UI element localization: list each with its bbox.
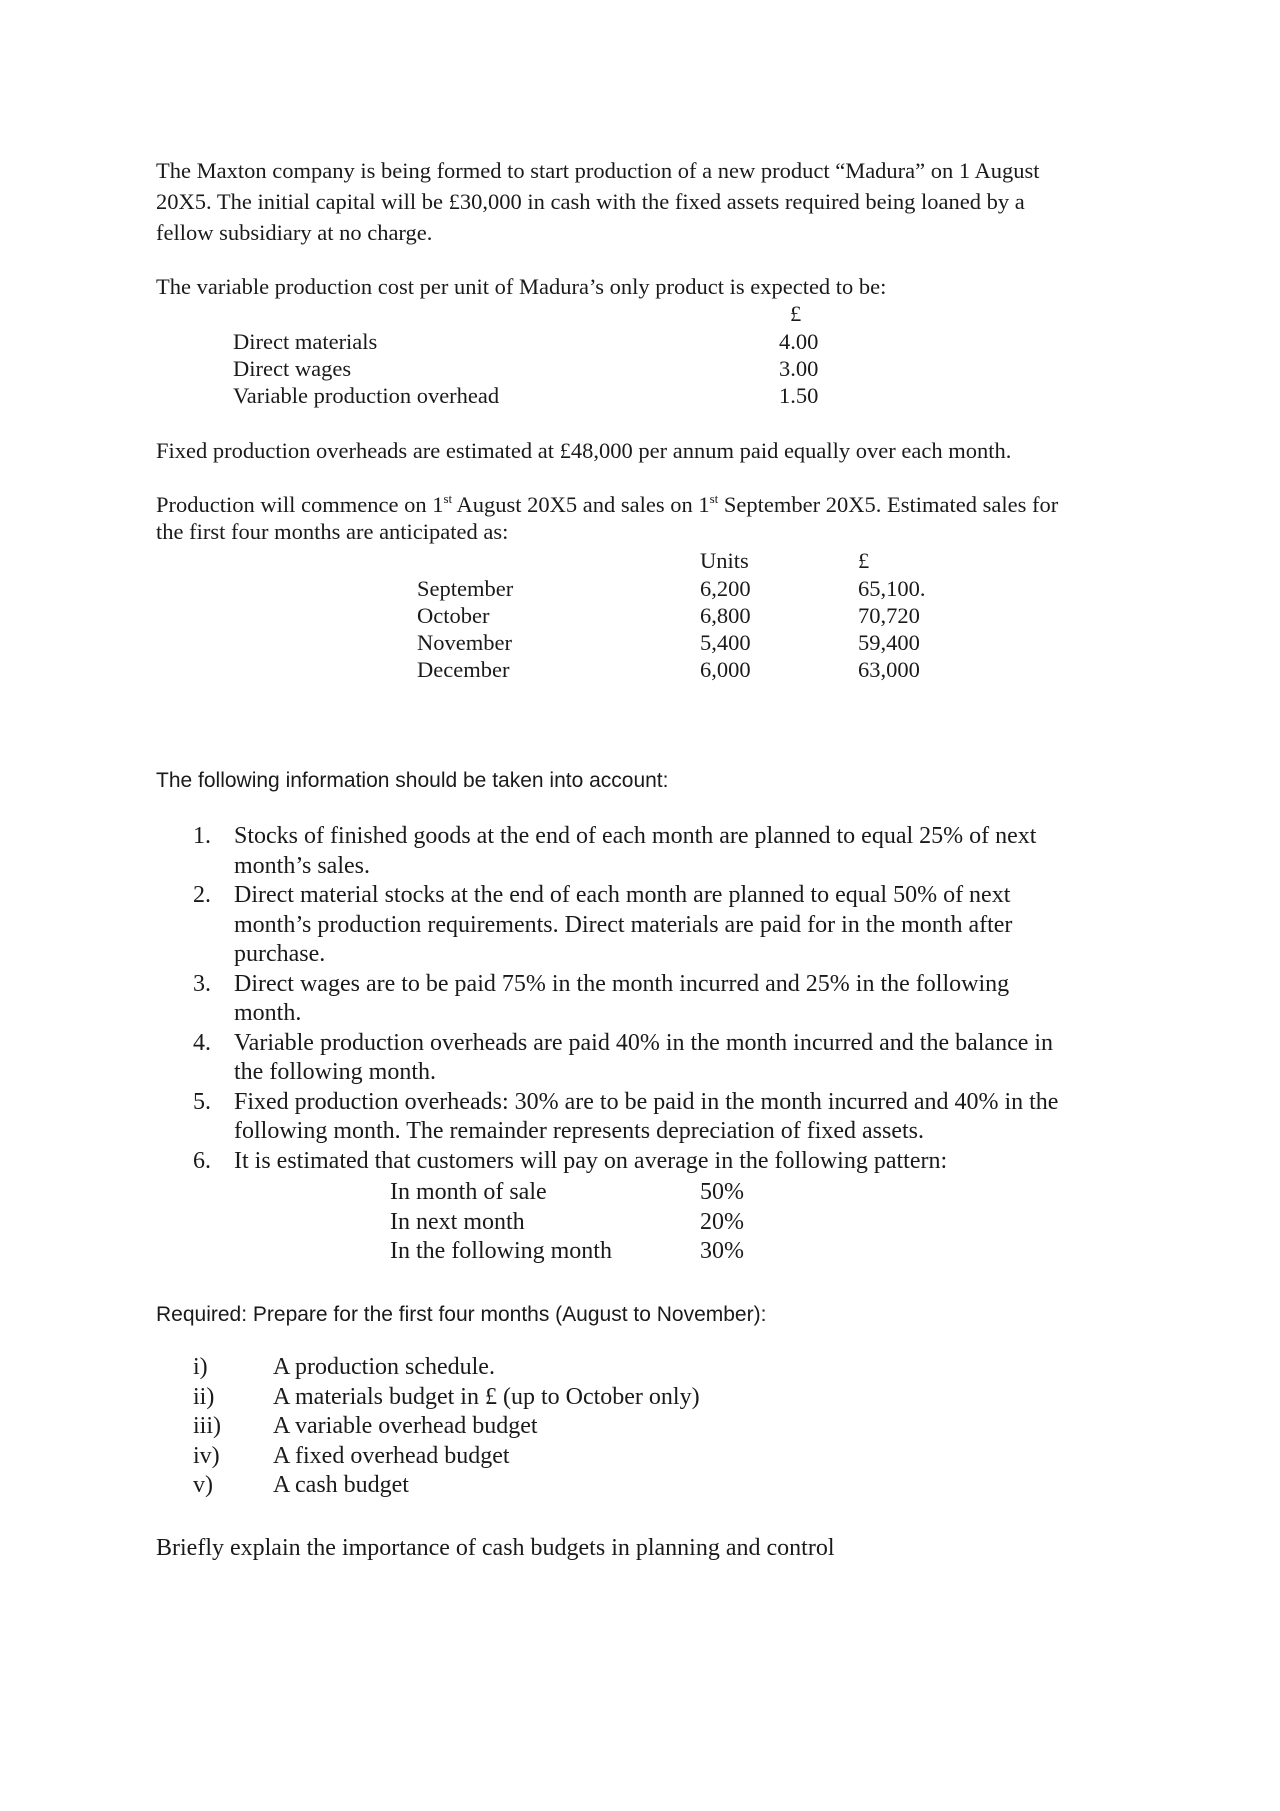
production-line-1: Production will commence on 1st August 20X5 and sales on 1st September 20X5. Estimated sales for (156, 490, 1059, 517)
sales-units-cell: 6,800 (700, 603, 751, 628)
info-heading: The following information should be taken into account: (156, 769, 669, 792)
sales-units-cell: 5,400 (700, 630, 751, 655)
info-item-number: 1. (193, 823, 211, 849)
info-item-number: 6. (193, 1147, 211, 1174)
info-item-number: 5. (193, 1088, 211, 1115)
required-item (193, 1442, 700, 1472)
variable-cost-heading: The variable production cost per unit of Madura’s only product is expected to be: (156, 274, 887, 299)
variable-cost-value: 3.00 (779, 356, 819, 381)
info-item-text: Stocks of finished goods at the end of each month are planned to equal 25% of next month’s sales. (234, 823, 1037, 879)
variable-cost-values (779, 328, 818, 409)
required-item-number: v) (193, 1472, 213, 1498)
info-item-text: Direct material stocks at the end of each month are planned to equal 50% of next month’s production requirements. Direct materials are paid for in the month after purchase. (234, 882, 1013, 967)
info-item-number: 3. (193, 970, 211, 997)
info-item (193, 970, 1058, 1029)
required-list (193, 1353, 700, 1501)
payment-pattern-percent: 20% (700, 1208, 744, 1235)
info-item-number: 4. (193, 1029, 211, 1056)
required-item-text: A production schedule. (273, 1354, 495, 1380)
sales-month: October (417, 603, 490, 628)
required-item-number: iii) (193, 1413, 221, 1439)
payment-pattern-label: In next month (390, 1208, 525, 1235)
variable-cost-label: Direct materials (233, 329, 378, 354)
variable-cost-value: 4.00 (779, 329, 819, 354)
sales-units-header: Units (700, 548, 749, 573)
sales-units-cell: 6,000 (700, 657, 751, 682)
sales-values (858, 575, 926, 683)
required-item-number: i) (193, 1354, 208, 1380)
payment-pattern-percent: 30% (700, 1238, 744, 1264)
fixed-overheads-text: Fixed production overheads are estimated at £48,000 per annum paid equally over each month. (156, 438, 1012, 463)
sales-month: December (417, 657, 510, 682)
info-item (193, 1147, 1058, 1177)
required-item (193, 1353, 700, 1383)
required-item-text: A cash budget (273, 1472, 409, 1498)
variable-cost-currency-header: £ (790, 301, 802, 326)
sales-month: November (417, 630, 512, 655)
sales-value-cell: 70,720 (858, 603, 920, 628)
sales-units (700, 575, 751, 683)
production-line-2: the first four months are anticipated as: (156, 519, 509, 544)
variable-cost-label: Variable production overhead (233, 383, 500, 408)
payment-pattern-labels (390, 1178, 612, 1267)
intro-line-1: The Maxton company is being formed to start production of a new product “Madura” on 1 August (156, 158, 1040, 183)
variable-cost-label: Direct wages (233, 356, 352, 381)
required-item (193, 1471, 700, 1501)
sales-value-cell: 65,100. (858, 576, 926, 601)
sales-value-header: £ (858, 548, 870, 573)
payment-pattern-percent: 50% (700, 1179, 744, 1205)
required-heading: Required: Prepare for the first four months (August to November): (156, 1303, 767, 1326)
sales-value-cell: 59,400 (858, 630, 920, 655)
intro-line-2: 20X5. The initial capital will be £30,000 in cash with the fixed assets required being loaned by a (156, 189, 1025, 214)
sales-value-cell: 63,000 (858, 657, 920, 682)
payment-pattern-label: In the following month (390, 1238, 612, 1264)
info-item (193, 1029, 1058, 1088)
production-paragraph (156, 491, 1058, 545)
sales-units-cell: 6,200 (700, 576, 751, 601)
info-item-text: Direct wages are to be paid 75% in the month incurred and 25% in the following month. (234, 970, 1010, 1026)
info-item (193, 1088, 1058, 1147)
required-item (193, 1412, 700, 1442)
closing-question: Briefly explain the importance of cash budgets in planning and control (156, 1535, 835, 1561)
required-item (193, 1383, 700, 1413)
required-item-text: A materials budget in £ (up to October only) (273, 1383, 700, 1410)
info-item (193, 822, 1058, 881)
info-item-text: Fixed production overheads: 30% are to be paid in the month incurred and 40% in the following month. The remainder represents depreciation of fixed assets. (234, 1088, 1059, 1144)
required-item-number: iv) (193, 1442, 220, 1469)
info-item (193, 881, 1058, 970)
intro-line-3: fellow subsidiary at no charge. (156, 220, 433, 245)
payment-pattern-label: In month of sale (390, 1179, 547, 1205)
info-item-text: It is estimated that customers will pay on average in the following pattern: (234, 1147, 948, 1174)
sales-month: September (417, 576, 514, 601)
sales-months (417, 575, 513, 683)
variable-cost-value: 1.50 (779, 383, 819, 408)
info-item-text: Variable production overheads are paid 40% in the month incurred and the balance in the following month. (234, 1029, 1054, 1085)
info-list (193, 822, 1058, 1176)
payment-pattern-percents (700, 1178, 744, 1267)
intro-paragraph (156, 155, 1040, 248)
required-item-text: A fixed overhead budget (273, 1442, 510, 1469)
required-item-number: ii) (193, 1383, 215, 1410)
variable-cost-labels (233, 328, 499, 409)
info-item-number: 2. (193, 882, 211, 908)
required-item-text: A variable overhead budget (273, 1413, 538, 1439)
